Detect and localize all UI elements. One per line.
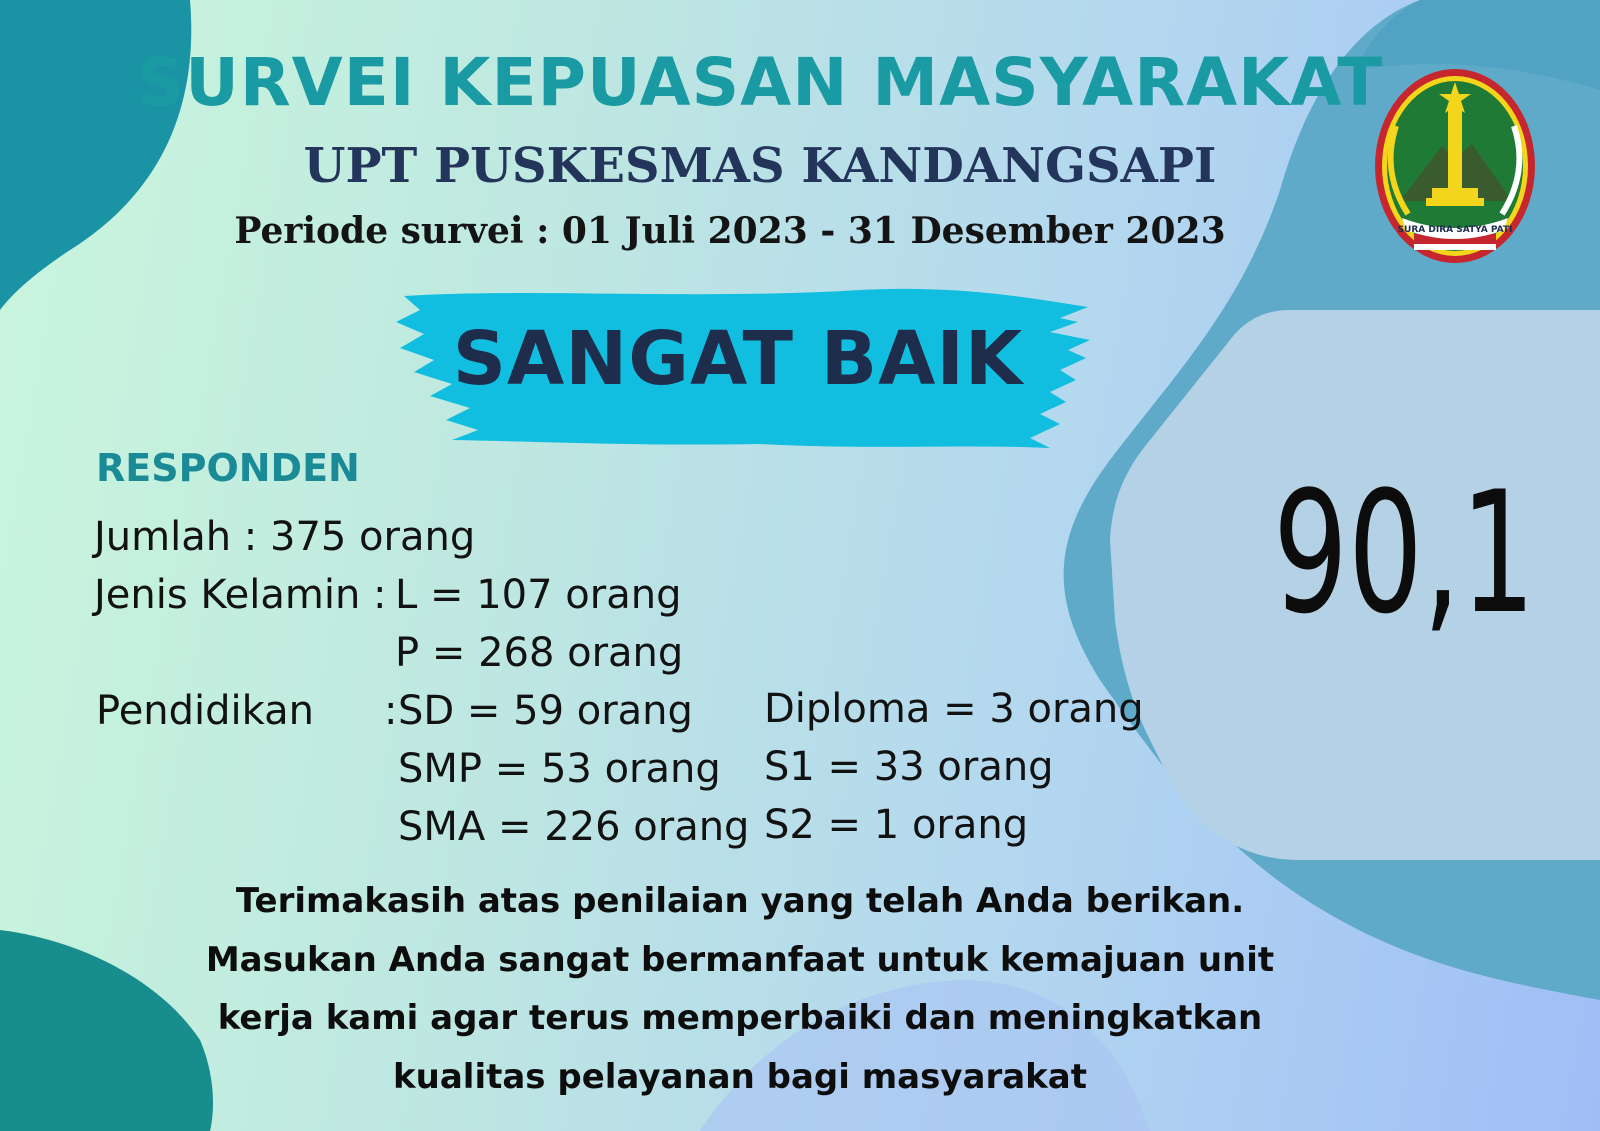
- education-diploma: Diploma = 3 orang: [764, 686, 1144, 732]
- logo-motto: SURA DIRA SATYA PATI: [1397, 225, 1513, 235]
- survey-title: SURVEI KEPUASAN MASYARAKAT: [136, 44, 1384, 121]
- education-s1: S1 = 33 orang: [764, 744, 1054, 790]
- gender-female: P = 268 orang: [395, 630, 684, 676]
- education-sd: SD = 59 orang: [398, 688, 693, 734]
- education-smp: SMP = 53 orang: [398, 746, 721, 792]
- thanks-message: [180, 872, 1300, 1106]
- organization-name: UPT PUSKESMAS KANDANGSAPI: [303, 138, 1217, 194]
- thanks-line-1: Terimakasih atas penilaian yang telah Anda berikan.: [235, 881, 1245, 921]
- thanks-line-3: kerja kami agar terus memperbaiki dan meningkatkan: [217, 998, 1263, 1038]
- thanks-line-2: Masukan Anda sangat bermanfaat untuk kemajuan unit: [205, 939, 1275, 980]
- survey-period: Periode survei : 01 Juli 2023 - 31 Desember 2023: [234, 210, 1226, 252]
- education-label: Pendidikan: [96, 688, 314, 734]
- gender-male: L = 107 orang: [395, 572, 682, 618]
- rating-label: SANGAT BAIK: [452, 316, 1024, 402]
- respondents-heading: RESPONDEN: [96, 446, 360, 490]
- gender-label: Jenis Kelamin :: [94, 572, 387, 618]
- regency-emblem-icon: [1372, 66, 1538, 266]
- education-colon: :: [384, 688, 398, 734]
- thanks-line-4: kualitas pelayanan bagi masyarakat: [393, 1056, 1087, 1097]
- education-sma: SMA = 226 orang: [398, 804, 750, 850]
- satisfaction-score: 90,1: [1273, 455, 1536, 651]
- respondents-total: Jumlah : 375 orang: [94, 514, 476, 560]
- education-s2: S2 = 1 orang: [764, 802, 1029, 848]
